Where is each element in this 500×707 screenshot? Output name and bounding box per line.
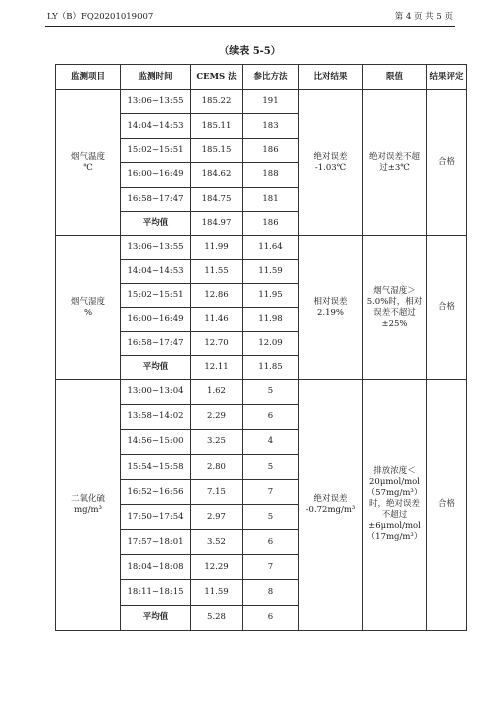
- reference-value: 183: [243, 114, 299, 138]
- monitoring-item-line: 二氧化硫: [70, 493, 105, 504]
- cems-value: 3.52: [191, 530, 243, 555]
- page-header: [45, 10, 455, 24]
- evaluation-cell: 合格: [427, 236, 467, 379]
- reference-value: 4: [243, 429, 299, 454]
- limit-line: 误差不超过: [373, 307, 416, 318]
- cems-value: 5.28: [191, 605, 243, 630]
- monitoring-time: 15:02~15:51: [121, 138, 191, 162]
- cems-value: 7.15: [191, 480, 243, 505]
- header-reference: 参比方法: [243, 65, 299, 90]
- limit-line: ±6μmol/mol: [368, 521, 421, 532]
- monitoring-time: 16:00~16:49: [121, 308, 191, 332]
- reference-value: 191: [243, 90, 299, 114]
- cems-value: 12.86: [191, 284, 243, 308]
- monitoring-time: 14:04~14:53: [121, 260, 191, 284]
- monitoring-item-cell: [56, 379, 121, 630]
- limit-line: 20μmol/mol: [369, 477, 420, 488]
- comparison-result-cell: [299, 90, 363, 236]
- header-item: 监测项目: [56, 65, 121, 90]
- table-row: [56, 379, 467, 404]
- table-row: [56, 90, 467, 114]
- monitoring-time: 17:57~18:01: [121, 530, 191, 555]
- comparison-result-line: 绝对误差: [313, 493, 348, 504]
- average-label: 平均值: [121, 211, 191, 235]
- average-label: 平均值: [121, 355, 191, 379]
- cems-value: 3.25: [191, 429, 243, 454]
- reference-value: 11.59: [243, 260, 299, 284]
- page-number: 第 4 页 共 5 页: [394, 12, 453, 22]
- table-caption: （续表 5-5）: [219, 46, 281, 57]
- monitoring-time: 18:04~18:08: [121, 555, 191, 580]
- cems-value: 184.75: [191, 187, 243, 211]
- monitoring-time: 14:04~14:53: [121, 114, 191, 138]
- cems-value: 12.70: [191, 331, 243, 355]
- reference-value: 11.85: [243, 355, 299, 379]
- monitoring-time: 13:06~13:55: [121, 90, 191, 114]
- table-body: [56, 90, 467, 631]
- average-label: 平均值: [121, 605, 191, 630]
- comparison-result-line: -1.03℃: [314, 162, 347, 173]
- reference-value: 5: [243, 454, 299, 479]
- comparison-table: [55, 64, 467, 631]
- reference-value: 7: [243, 555, 299, 580]
- reference-value: 6: [243, 404, 299, 429]
- reference-value: 7: [243, 480, 299, 505]
- reference-value: 8: [243, 580, 299, 605]
- monitoring-item-line: %: [83, 307, 93, 318]
- monitoring-time: 18:11~18:15: [121, 580, 191, 605]
- reference-value: 11.64: [243, 236, 299, 260]
- limit-line: 绝对误差不超: [368, 151, 420, 162]
- reference-value: 6: [243, 530, 299, 555]
- cems-value: 185.22: [191, 90, 243, 114]
- monitoring-time: 13:00~13:04: [121, 379, 191, 404]
- cems-value: 185.15: [191, 138, 243, 162]
- monitoring-time: 15:02~15:51: [121, 284, 191, 308]
- comparison-result-line: -0.72mg/m³: [305, 504, 356, 515]
- header-evaluation: 结果评定: [427, 65, 467, 90]
- limit-line: 过±3℃: [379, 162, 410, 173]
- reference-value: 186: [243, 211, 299, 235]
- monitoring-time: 15:54~15:58: [121, 454, 191, 479]
- table-header-row: [56, 65, 467, 90]
- reference-value: 6: [243, 605, 299, 630]
- reference-value: 11.98: [243, 308, 299, 332]
- monitoring-item-line: ℃: [83, 162, 93, 173]
- monitoring-time: 13:58~14:02: [121, 404, 191, 429]
- monitoring-time: 17:50~17:54: [121, 505, 191, 530]
- monitoring-time: 16:58~17:47: [121, 187, 191, 211]
- comparison-result-line: 相对误差: [313, 296, 348, 307]
- cems-value: 1.62: [191, 379, 243, 404]
- monitoring-time: 16:58~17:47: [121, 331, 191, 355]
- comparison-result-cell: [299, 236, 363, 379]
- reference-value: 186: [243, 138, 299, 162]
- reference-value: 188: [243, 163, 299, 187]
- reference-value: 181: [243, 187, 299, 211]
- cems-value: 11.99: [191, 236, 243, 260]
- cems-value: 2.97: [191, 505, 243, 530]
- limit-line: 不超过: [381, 510, 408, 521]
- monitoring-item-cell: [56, 90, 121, 236]
- table-row: [56, 236, 467, 260]
- cems-value: 11.46: [191, 308, 243, 332]
- monitoring-time: 16:52~16:56: [121, 480, 191, 505]
- evaluation-cell: 合格: [427, 90, 467, 236]
- monitoring-item-line: 烟气湿度: [70, 296, 105, 307]
- reference-value: 12.09: [243, 331, 299, 355]
- limit-cell: [363, 379, 427, 630]
- header-cems: CEMS 法: [191, 65, 243, 90]
- cems-value: 184.62: [191, 163, 243, 187]
- monitoring-item-line: 烟气温度: [70, 151, 105, 162]
- limit-line: （57mg/m³）: [366, 488, 423, 499]
- cems-value: 12.11: [191, 355, 243, 379]
- cems-value: 12.29: [191, 555, 243, 580]
- cems-value: 11.55: [191, 260, 243, 284]
- limit-line: 排放浓度＜: [373, 466, 416, 477]
- monitoring-time: 14:56~15:00: [121, 429, 191, 454]
- limit-line: 烟气湿度＞: [373, 285, 416, 296]
- header-time: 监测时间: [121, 65, 191, 90]
- monitoring-item-line: mg/m³: [74, 504, 102, 515]
- limit-line: ±25%: [381, 318, 408, 329]
- limit-line: （17mg/m³）: [366, 532, 423, 543]
- limit-line: 5.0%时，相对: [366, 296, 423, 307]
- comparison-result-cell: [299, 379, 363, 630]
- comparison-result-line: 2.19%: [316, 307, 344, 318]
- cems-value: 11.59: [191, 580, 243, 605]
- limit-cell: [363, 236, 427, 379]
- header-result: 比对结果: [299, 65, 363, 90]
- header-divider: [45, 26, 455, 27]
- limit-line: 时，绝对误差: [368, 499, 420, 510]
- limit-cell: [363, 90, 427, 236]
- document-code: LY（B）FQ20201019007: [47, 12, 154, 22]
- cems-value: 185.11: [191, 114, 243, 138]
- comparison-result-line: 绝对误差: [313, 151, 348, 162]
- reference-value: 5: [243, 505, 299, 530]
- reference-value: 11.95: [243, 284, 299, 308]
- cems-value: 2.80: [191, 454, 243, 479]
- cems-value: 184.97: [191, 211, 243, 235]
- cems-value: 2.29: [191, 404, 243, 429]
- monitoring-time: 16:00~16:49: [121, 163, 191, 187]
- evaluation-cell: 合格: [427, 379, 467, 630]
- monitoring-time: 13:06~13:55: [121, 236, 191, 260]
- reference-value: 5: [243, 379, 299, 404]
- monitoring-item-cell: [56, 236, 121, 379]
- header-limit: 限值: [363, 65, 427, 90]
